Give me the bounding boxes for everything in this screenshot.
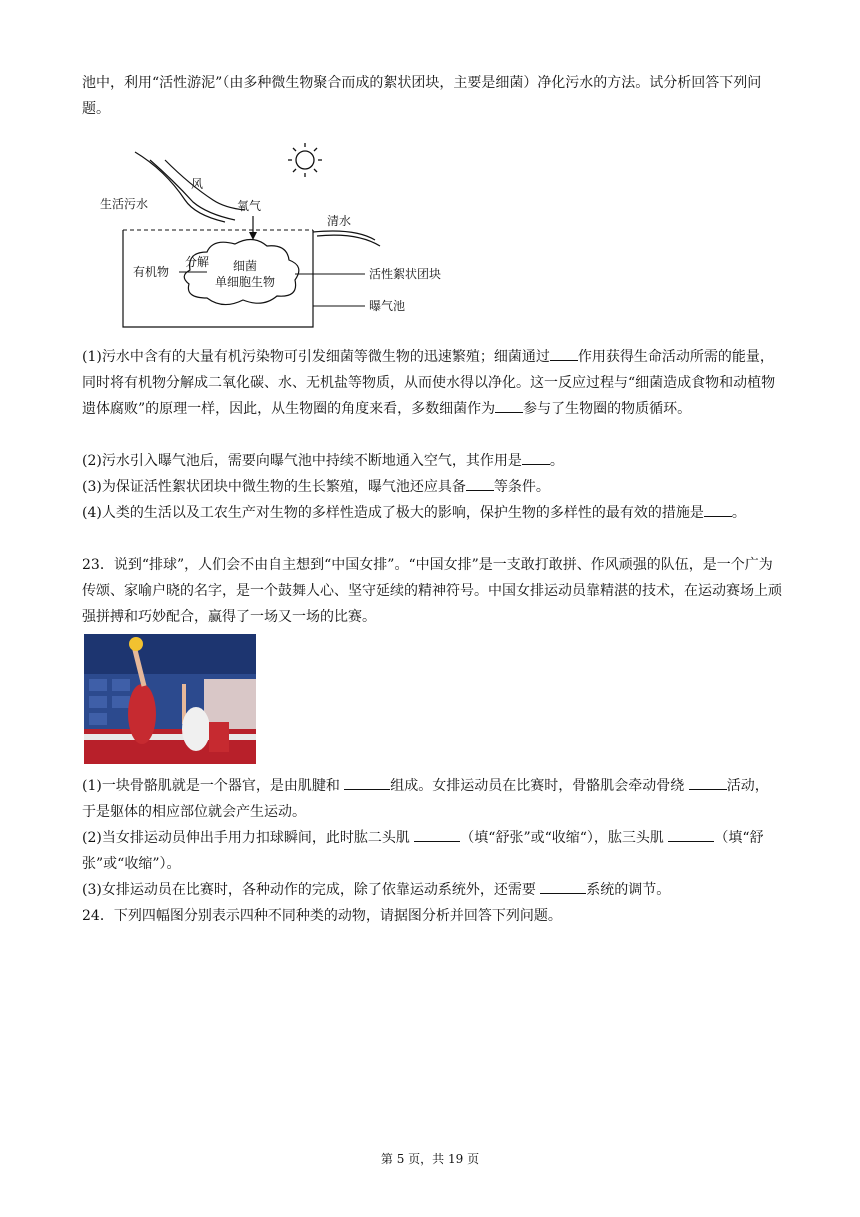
answer-blank[interactable] xyxy=(550,345,578,361)
intro-paragraph: 池中，利用“活性游泥”（由多种微生物聚合而成的絮状团块，主要是细菌）净化污水的方法。试分析回答下列问题。 xyxy=(82,75,762,117)
q23-part3: (3)女排运动员在比赛时，各种动作的完成，除了依靠运动系统外，还需要 系统的调节。 xyxy=(82,877,782,903)
oxygen-label: 氧气 xyxy=(237,199,262,213)
q23-part2: (2)当女排运动员伸出手用力扣球瞬间，此时肱二头肌 （填“舒张”或“收缩“），肱三头肌 （填“舒张”或“收缩”）。 xyxy=(82,825,782,877)
q22-part4: (4)人类的生活以及工农生产对生物的多样性造成了极大的影响，保护生物的多样性的最有效的措施是 。 xyxy=(82,500,782,526)
unicellular-label: 单细胞生物 xyxy=(215,275,276,289)
wind-lines xyxy=(135,152,245,222)
sewage-label: 生活污水 xyxy=(100,197,149,211)
floc-label: 活性絮状团块 xyxy=(369,267,442,281)
answer-blank[interactable] xyxy=(344,774,390,790)
answer-blank[interactable] xyxy=(522,449,550,465)
wind-label: 风 xyxy=(191,177,204,191)
q23-intro: 23．说到“排球”，人们会不由自主想到“中国女排”。“中国女排”是一支敢打敢拼、作风顽强的队伍，是一个广为传颂、家喻户晓的名字，是一个鼓舞人心、坚守延续的精神符号。中国女排运动员靠精湛的技术，在运动赛场上顽强拼搏和巧妙配合，赢得了一场又一场的比赛。 xyxy=(82,557,782,625)
answer-blank[interactable] xyxy=(704,501,732,517)
clean-water-label: 清水 xyxy=(327,214,352,228)
sun-icon xyxy=(288,143,322,177)
answer-blank[interactable] xyxy=(689,774,727,790)
answer-blank[interactable] xyxy=(466,475,494,491)
bacteria-label: 细菌 xyxy=(233,259,258,273)
organic-label: 有机物 xyxy=(133,265,170,279)
q22-part2: (2)污水引入曝气池后，需要向曝气池中持续不断地通入空气，其作用是 。 xyxy=(82,448,782,474)
volleyball-photo xyxy=(84,634,256,764)
q24-intro: 24．下列四幅图分别表示四种不同种类的动物，请据图分析并回答下列问题。 xyxy=(82,908,562,924)
outflow-lines xyxy=(313,231,380,246)
q22-part3: (3)为保证活性絮状团块中微生物的生长繁殖，曝气池还应具备 等条件。 xyxy=(82,474,782,500)
page-footer: 第 5 页，共 19 页 xyxy=(380,1152,480,1166)
answer-blank[interactable] xyxy=(495,397,523,413)
q22-part1: (1)污水中含有的大量有机污染物可引发细菌等微生物的迅速繁殖；细菌通过 作用获得生命活动所需的能量，同时将有机物分解成二氧化碳、水、无机盐等物质，从而使水得以净化。这一反应过程与“细菌造成食物和动植物遗体腐败”的原理一样，因此，从生物圈的角度来看，多数细菌作为 参与了生物圈的物质循环。 xyxy=(82,344,782,422)
decompose-label: 分解 xyxy=(185,255,210,269)
aeration-tank-diagram xyxy=(95,140,505,335)
q23-part1: (1)一块骨骼肌就是一个器官，是由肌腱和 组成。女排运动员在比赛时，骨骼肌会牵动骨绕 活动，于是躯体的相应部位就会产生运动。 xyxy=(82,773,782,825)
answer-blank[interactable] xyxy=(414,826,460,842)
arrow-head-icon xyxy=(249,232,257,240)
answer-blank[interactable] xyxy=(540,878,586,894)
answer-blank[interactable] xyxy=(668,826,714,842)
tank-label: 曝气池 xyxy=(369,299,406,313)
